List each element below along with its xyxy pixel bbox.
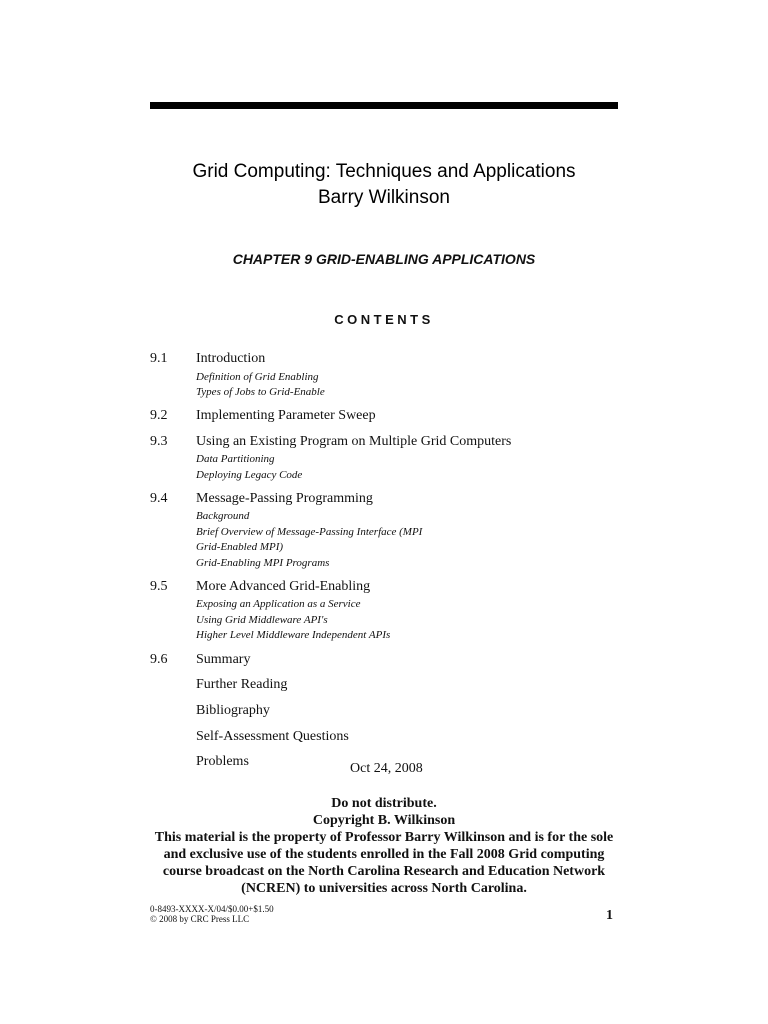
document-date: Oct 24, 2008	[350, 761, 423, 776]
section-title: Introduction	[196, 351, 266, 366]
section-number: 9.3	[150, 434, 168, 449]
distribution-notice	[150, 795, 618, 897]
end-matter-item: Self-Assessment Questions	[196, 729, 349, 744]
footer-copyright: © 2008 by CRC Press LLC	[150, 914, 250, 924]
end-matter-item: Further Reading	[196, 677, 288, 692]
subsection-title: Using Grid Middleware API's	[196, 614, 328, 626]
notice-line: Copyright B. Wilkinson	[312, 813, 456, 828]
subsection-title: Exposing an Application as a Service	[196, 598, 361, 610]
section-number: 9.2	[150, 408, 168, 423]
section-number: 9.4	[150, 491, 168, 506]
top-rule	[150, 102, 618, 109]
contents-heading: CONTENTS	[334, 312, 434, 327]
notice-line: course broadcast on the North Carolina Research and Education Network	[162, 864, 606, 879]
subsection-title: Higher Level Middleware Independent APIs	[196, 629, 391, 641]
section-title: Using an Existing Program on Multiple Grid Computers	[196, 434, 512, 449]
section-title: Summary	[196, 652, 251, 667]
book-title: Grid Computing: Techniques and Applications	[192, 161, 576, 182]
section-number: 9.5	[150, 579, 168, 594]
section-title: Message-Passing Programming	[196, 491, 373, 506]
subsection-title: Grid-Enabled MPI)	[196, 541, 284, 553]
notice-line: This material is the property of Professor Barry Wilkinson and is for the sole	[154, 830, 614, 845]
section-title: More Advanced Grid-Enabling	[196, 579, 371, 594]
subsection-title: Grid-Enabling MPI Programs	[196, 557, 330, 569]
footer-code: 0-8493-XXXX-X/04/$0.00+$1.50	[150, 904, 274, 914]
notice-line: Do not distribute.	[331, 796, 437, 811]
end-matter-item: Problems	[196, 754, 249, 769]
notice-line: (NCREN) to universities across North Carolina.	[241, 881, 527, 896]
page-number: 1	[606, 908, 613, 923]
subsection-title: Brief Overview of Message-Passing Interface (MPI	[196, 526, 423, 538]
end-matter-item: Bibliography	[196, 703, 270, 718]
chapter-heading: CHAPTER 9 GRID-ENABLING APPLICATIONS	[232, 251, 536, 267]
subsection-title: Background	[196, 510, 250, 522]
subsection-title: Deploying Legacy Code	[196, 469, 303, 481]
section-number: 9.1	[150, 351, 168, 366]
section-number: 9.6	[150, 652, 168, 667]
book-author: Barry Wilkinson	[318, 187, 450, 208]
subsection-title: Definition of Grid Enabling	[196, 371, 319, 383]
section-title: Implementing Parameter Sweep	[196, 408, 376, 423]
notice-line: and exclusive use of the students enrolled in the Fall 2008 Grid computing	[163, 847, 605, 862]
subsection-title: Types of Jobs to Grid-Enable	[196, 386, 325, 398]
subsection-title: Data Partitioning	[196, 453, 275, 465]
